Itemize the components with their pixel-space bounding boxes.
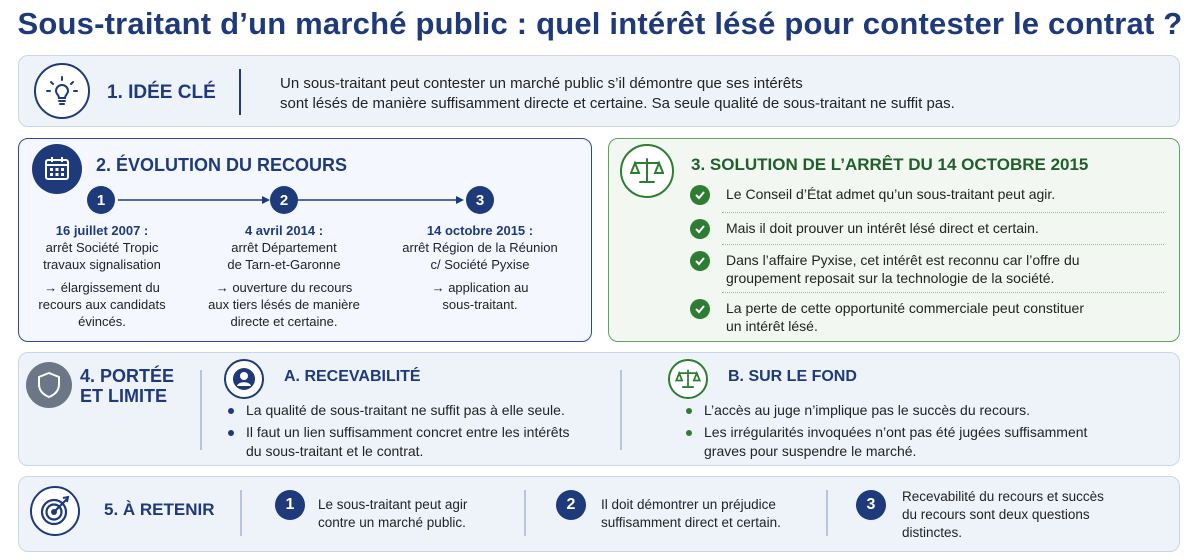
recevabilite-item-1 bbox=[228, 401, 565, 420]
separator bbox=[722, 292, 1164, 293]
fond-item-2-line1: Les irrégularités invoquées n’ont pas été jugées suffisamment bbox=[704, 424, 1088, 440]
solution-item-3-line2: groupement reposait sur la technologie de la société. bbox=[726, 270, 1055, 286]
timeline-step-2-date: 4 avril 2014 : bbox=[244, 223, 324, 238]
timeline-step-1-effect2: recours aux candidats bbox=[38, 297, 166, 312]
section1-text-line2: sont lésés de manière suffisamment directe et certaine. Sa seule qualité de sous-traitant ne suffit pas. bbox=[280, 95, 955, 112]
fond-item-2 bbox=[686, 423, 1087, 461]
recevabilite-item-1-line1: La qualité de sous-traitant ne suffit pas à elle seule. bbox=[246, 402, 565, 418]
takeaway-2-line2: suffisamment direct et certain. bbox=[601, 515, 781, 530]
divider bbox=[240, 490, 242, 536]
section4a-heading: A. RECEVABILITÉ bbox=[284, 368, 421, 385]
timeline-step-2-effect1: → ouverture du recours bbox=[215, 280, 353, 295]
separator bbox=[722, 212, 1164, 213]
fond-item-2-line2: graves pour suspendre le marché. bbox=[704, 443, 917, 459]
timeline-step-2-effect3: directe et certaine. bbox=[230, 314, 338, 329]
bullet-dot bbox=[228, 430, 234, 436]
takeaway-1-badge: 1 bbox=[275, 490, 305, 520]
section3-heading: 3. SOLUTION DE L’ARRÊT DU 14 OCTOBRE 2015 bbox=[691, 155, 1089, 174]
fond-item-1 bbox=[686, 401, 1030, 420]
timeline-step-3-line1: arrêt Région de la Réunion bbox=[402, 240, 558, 255]
timeline-step-1-line2: travaux signalisation bbox=[43, 257, 161, 272]
timeline-step-1-effect3: évincés. bbox=[78, 314, 126, 329]
recevabilite-item-2-line2: du sous-traitant et le contrat. bbox=[246, 443, 424, 459]
scales-icon bbox=[620, 144, 674, 198]
timeline-step-3-effect1: → application au bbox=[431, 280, 529, 295]
bullet-dot bbox=[228, 408, 234, 414]
solution-item-4-line1: La perte de cette opportunité commerciale peut constituer bbox=[726, 300, 1084, 316]
fond-item-1-line1: L’accès au juge n’implique pas le succès du recours. bbox=[704, 402, 1031, 418]
divider bbox=[620, 370, 622, 450]
recevabilite-item-2-line1: Il faut un lien suffisamment concret entre les intérêts bbox=[246, 424, 570, 440]
recevabilite-item-2 bbox=[228, 423, 569, 461]
section1-heading: 1. IDÉE CLÉ bbox=[107, 82, 216, 103]
user-icon bbox=[224, 359, 264, 399]
solution-item-1 bbox=[690, 185, 1055, 205]
section1-text-line1: Un sous-traitant peut contester un marché public s’il démontre que ses intérêts bbox=[280, 75, 803, 92]
check-icon bbox=[690, 251, 710, 271]
solution-item-1-line1: Le Conseil d’État admet qu’un sous-traitant peut agir. bbox=[726, 186, 1056, 202]
shield-icon bbox=[26, 362, 72, 408]
solution-item-4 bbox=[690, 299, 1084, 335]
timeline-step-2-line2: de Tarn-et-Garonne bbox=[227, 257, 341, 272]
takeaway-1-line2: contre un marché public. bbox=[318, 515, 466, 530]
timeline-step-2 bbox=[198, 222, 370, 330]
bullet-dot bbox=[686, 408, 692, 414]
takeaway-3-line2: du recours sont deux questions bbox=[902, 507, 1090, 522]
section4-heading-line1: 4. PORTÉE bbox=[80, 366, 175, 386]
bullet-dot bbox=[686, 430, 692, 436]
divider bbox=[200, 370, 202, 450]
takeaway-3-badge: 3 bbox=[856, 490, 886, 520]
timeline-arrows bbox=[0, 0, 600, 220]
timeline-step-3-badge: 3 bbox=[466, 186, 494, 214]
divider bbox=[524, 490, 526, 536]
timeline-step-3-date: 14 octobre 2015 : bbox=[426, 223, 534, 238]
takeaway-1 bbox=[318, 496, 467, 532]
takeaway-2-line1: Il doit démontrer un préjudice bbox=[601, 497, 776, 512]
takeaway-3-line3: distinctes. bbox=[902, 525, 963, 540]
solution-item-2-line1: Mais il doit prouver un intérêt lésé direct et certain. bbox=[726, 220, 1039, 236]
timeline-step-3-effect2: sous-traitant. bbox=[442, 297, 518, 312]
section5-heading: 5. À RETENIR bbox=[104, 500, 215, 519]
timeline-step-1-badge: 1 bbox=[87, 186, 115, 214]
page-title: Sous-traitant d’un marché public : quel intérêt lésé pour contester le contrat ? bbox=[17, 6, 1183, 41]
separator bbox=[722, 244, 1164, 245]
timeline-step-1-effect1: → élargissement du bbox=[44, 280, 160, 295]
timeline-step-2-badge: 2 bbox=[270, 186, 298, 214]
solution-item-2 bbox=[690, 219, 1039, 239]
section4-heading-line2: ET LIMITE bbox=[80, 386, 167, 406]
timeline-step-1-date: 16 juillet 2007 : bbox=[55, 223, 149, 238]
timeline-step-2-effect2: aux tiers lésés de manière bbox=[208, 297, 360, 312]
timeline-step-3-line2: c/ Société Pyxise bbox=[430, 257, 530, 272]
scales-icon bbox=[668, 359, 708, 399]
check-icon bbox=[690, 219, 710, 239]
divider bbox=[826, 490, 828, 536]
solution-item-3 bbox=[690, 251, 1080, 287]
timeline-step-1 bbox=[22, 222, 182, 330]
takeaway-2-badge: 2 bbox=[556, 490, 586, 520]
timeline-step-1-line1: arrêt Société Tropic bbox=[45, 240, 159, 255]
takeaway-2 bbox=[601, 496, 781, 532]
timeline-step-3 bbox=[390, 222, 570, 313]
check-icon bbox=[690, 185, 710, 205]
check-icon bbox=[690, 299, 710, 319]
solution-item-4-line2: un intérêt lésé. bbox=[726, 318, 818, 334]
takeaway-1-line1: Le sous-traitant peut agir bbox=[318, 497, 468, 512]
target-icon bbox=[30, 486, 80, 536]
takeaway-3-line1: Recevabilité du recours et succès bbox=[902, 489, 1104, 504]
takeaway-3 bbox=[902, 488, 1104, 542]
solution-item-3-line1: Dans l’affaire Pyxise, cet intérêt est reconnu car l’offre du bbox=[726, 252, 1080, 268]
section4b-heading: B. SUR LE FOND bbox=[728, 368, 857, 385]
section2-heading: 2. ÉVOLUTION DU RECOURS bbox=[96, 155, 348, 175]
timeline-step-2-line1: arrêt Département bbox=[231, 240, 337, 255]
